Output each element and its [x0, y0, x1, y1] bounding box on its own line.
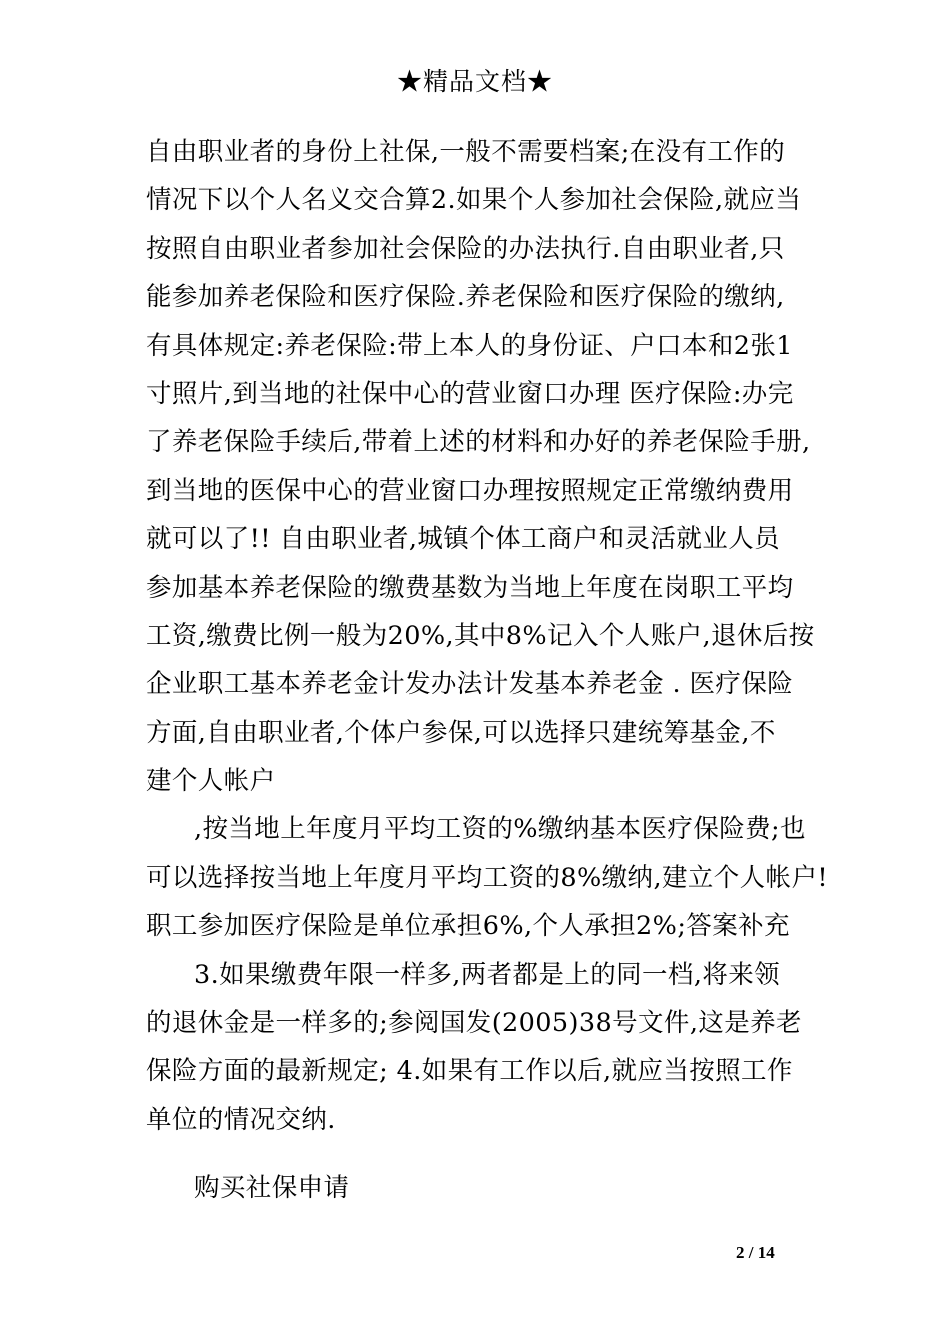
text-line: 建个人帐户	[146, 766, 276, 797]
paragraph-1	[146, 128, 814, 805]
page-header-title: ★精品文档★	[396, 67, 553, 96]
text-line: 企业职工基本养老金计发办法计发基本养老金 . 医疗保险	[146, 669, 794, 700]
text-line: 保险方面的最新规定; 4.如果有工作以后,就应当按照工作	[146, 1056, 793, 1087]
text-line: 参加基本养老保险的缴费基数为当地上年度在岗职工平均	[146, 572, 794, 603]
text-line: 自由职业者的身份上社保,一般不需要档案;在没有工作的	[146, 137, 786, 167]
text-line: 能参加养老保险和医疗保险.养老保险和医疗保险的缴纳,	[146, 282, 785, 313]
paragraph-4	[146, 1164, 814, 1212]
text-line: ,按当地上年度月平均工资的%缴纳基本医疗保险费;也	[194, 814, 806, 845]
text-line: 了养老保险手续后,带着上述的材料和办好的养老保险手册,	[146, 427, 811, 458]
text-line: 的退休金是一样多的;参阅国发(2005)38号文件,这是养老	[146, 1008, 802, 1039]
paragraph-3	[146, 951, 814, 1145]
document-body	[146, 128, 829, 1213]
text-line: 购买社保申请	[194, 1173, 350, 1204]
text-line: 按照自由职业者参加社会保险的办法执行.自由职业者,只	[146, 233, 785, 264]
text-line: 有具体规定:养老保险:带上本人的身份证、户口本和2张1	[146, 330, 793, 361]
text-line: 职工参加医疗保险是单位承担6%,个人承担2%;答案补充	[146, 911, 790, 942]
paragraph-2	[146, 805, 829, 950]
text-line: 方面,自由职业者,个体户参保,可以选择只建统筹基金,不	[146, 717, 776, 748]
text-line: 到当地的医保中心的营业窗口办理按照规定正常缴纳费用	[146, 475, 794, 506]
text-line: 单位的情况交纳.	[146, 1104, 336, 1135]
text-line: 情况下以个人名义交合算2.如果个人参加社会保险,就应当	[146, 185, 802, 216]
text-line: 寸照片,到当地的社保中心的营业窗口办理 医疗保险:办完	[146, 378, 794, 409]
text-line: 3.如果缴费年限一样多,两者都是上的同一档,将来领	[194, 959, 781, 990]
text-line: 可以选择按当地上年度月平均工资的8%缴纳,建立个人帐户!	[146, 862, 829, 893]
text-line: 工资,缴费比例一般为20%,其中8%记入个人账户,退休后按	[146, 620, 815, 651]
text-line: 就可以了!! 自由职业者,城镇个体工商户和灵活就业人员	[146, 524, 781, 555]
page-number: 2 / 14	[736, 1243, 775, 1262]
